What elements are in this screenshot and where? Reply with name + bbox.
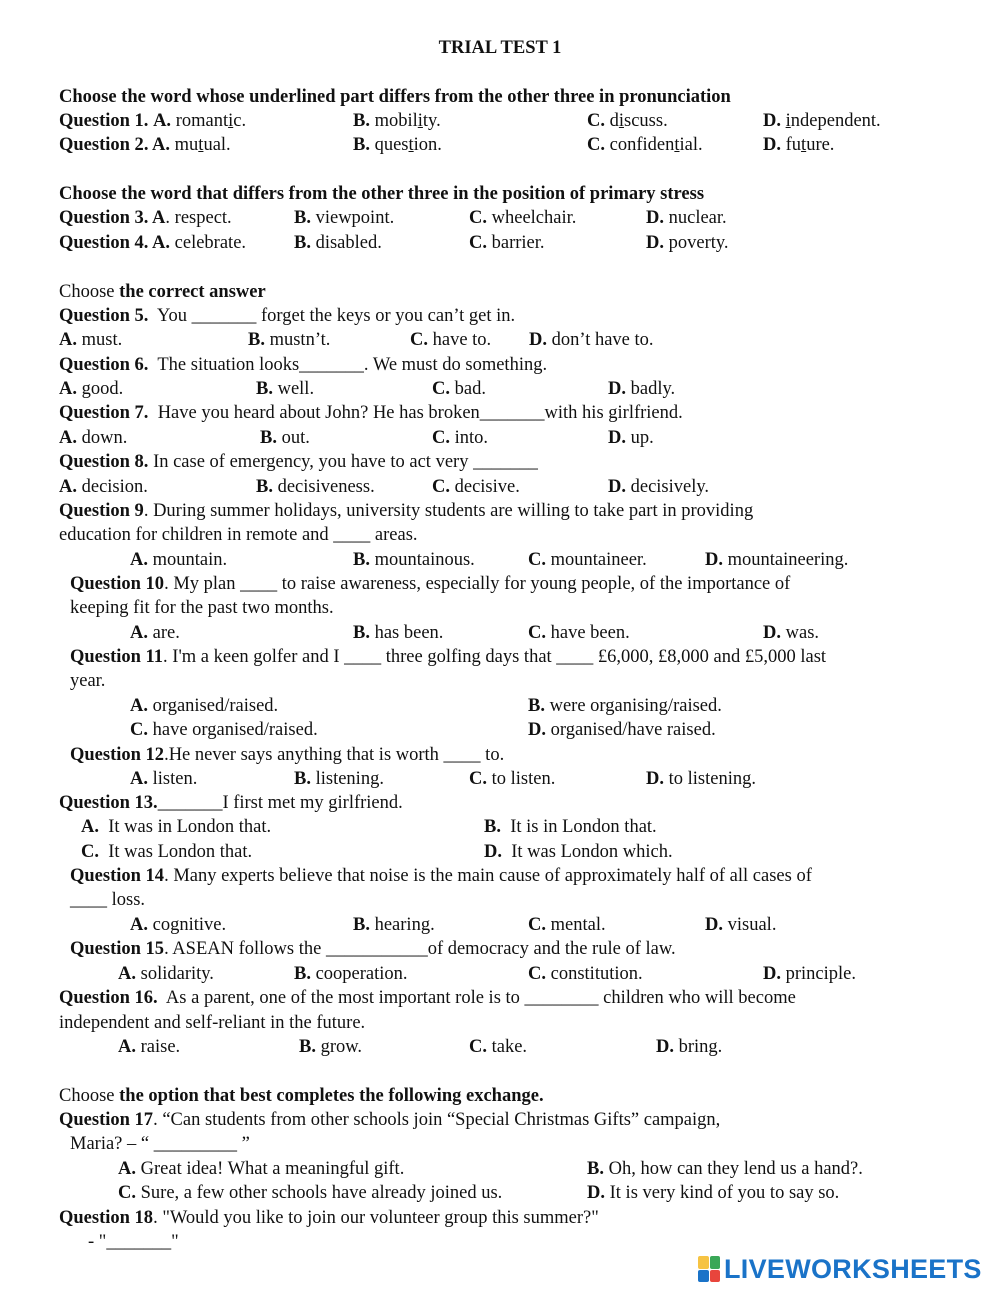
question-10-option-a[interactable]: A. are. — [130, 623, 180, 643]
question-2-option-b[interactable]: B. question. — [353, 135, 442, 155]
question-10-option-d[interactable]: D. was. — [763, 623, 820, 643]
question-12-option-a[interactable]: A. listen. — [130, 769, 198, 789]
question-4-option-d[interactable]: D. poverty. — [646, 233, 729, 253]
question-5-option-c[interactable]: C. have to. — [410, 330, 492, 350]
question-11-stem-cont: year. — [70, 671, 106, 691]
logo-square-4 — [710, 1270, 721, 1283]
question-1-option-d[interactable]: D. independent. — [763, 111, 881, 131]
question-13-option-a[interactable]: A. It was in London that. — [81, 817, 272, 837]
question-14-option-a[interactable]: A. cognitive. — [130, 915, 227, 935]
question-6-option-c[interactable]: C. bad. — [432, 379, 486, 399]
question-3-option-d[interactable]: D. nuclear. — [646, 208, 727, 228]
question-17-stem-cont: Maria? – “ _________ ” — [70, 1134, 250, 1154]
section-heading-stress: Choose the word that differs from the other three in the position of primary stress — [59, 184, 705, 204]
question-9-option-a[interactable]: A. mountain. — [130, 550, 228, 570]
question-13-option-c[interactable]: C. It was London that. — [81, 842, 253, 862]
question-5-option-a[interactable]: A. must. — [59, 330, 123, 350]
question-14-option-b[interactable]: B. hearing. — [353, 915, 435, 935]
question-6-stem: Question 6. The situation looks_______. We must do something. — [59, 355, 548, 375]
question-16-option-c[interactable]: C. take. — [469, 1037, 528, 1057]
question-10-stem-cont: keeping fit for the past two months. — [70, 598, 334, 618]
question-8-option-b[interactable]: B. decisiveness. — [256, 477, 375, 497]
question-1-label: Question 1. A. romantic. — [59, 111, 247, 131]
question-12-option-b[interactable]: B. listening. — [294, 769, 384, 789]
question-11-option-d[interactable]: D. organised/have raised. — [528, 720, 716, 740]
question-3-label: Question 3. A. respect. — [59, 208, 232, 228]
question-16-stem-cont: independent and self-reliant in the future. — [59, 1013, 366, 1033]
section-heading-exchange: Choose the option that best completes the following exchange. — [59, 1086, 544, 1106]
question-8-option-d[interactable]: D. decisively. — [608, 477, 710, 497]
question-17-option-a[interactable]: A. Great idea! What a meaningful gift. — [118, 1159, 405, 1179]
question-14-option-d[interactable]: D. visual. — [705, 915, 777, 935]
question-5-stem: Question 5. You _______ forget the keys or you can’t get in. — [59, 306, 516, 326]
question-15-stem: Question 15. ASEAN follows the ___________of democracy and the rule of law. — [70, 939, 676, 959]
logo-square-3 — [698, 1270, 709, 1283]
question-16-option-a[interactable]: A. raise. — [118, 1037, 181, 1057]
question-2-option-c[interactable]: C. confidential. — [587, 135, 703, 155]
question-16-stem: Question 16. As a parent, one of the most important role is to ________ children who will become — [59, 988, 796, 1008]
question-13-option-b[interactable]: B. It is in London that. — [484, 817, 657, 837]
question-15-option-c[interactable]: C. constitution. — [528, 964, 643, 984]
question-8-option-a[interactable]: A. decision. — [59, 477, 148, 497]
question-11-option-b[interactable]: B. were organising/raised. — [528, 696, 722, 716]
question-15-option-a[interactable]: A. solidarity. — [118, 964, 214, 984]
question-14-stem-cont: ____ loss. — [70, 890, 146, 910]
logo-square-2 — [710, 1256, 721, 1269]
question-9-option-d[interactable]: D. mountaineering. — [705, 550, 849, 570]
question-9-option-c[interactable]: C. mountaineer. — [528, 550, 647, 570]
question-7-option-a[interactable]: A. down. — [59, 428, 128, 448]
liveworksheets-logo-text: LIVEWORKSHEETS — [724, 1253, 982, 1284]
question-8-option-c[interactable]: C. decisive. — [432, 477, 520, 497]
question-12-stem: Question 12.He never says anything that is worth ____ to. — [70, 745, 505, 765]
question-7-stem: Question 7. Have you heard about John? He has broken_______with his girlfriend. — [59, 403, 683, 423]
question-17-stem: Question 17. “Can students from other schools join “Special Christmas Gifts” campaign, — [59, 1110, 721, 1130]
question-9-stem-cont: education for children in remote and ____ areas. — [59, 525, 418, 545]
question-14-stem: Question 14. Many experts believe that noise is the main cause of approximately half of all cases of — [70, 866, 812, 886]
question-1-option-b[interactable]: B. mobility. — [353, 111, 441, 131]
question-17-option-d[interactable]: D. It is very kind of you to say so. — [587, 1183, 840, 1203]
question-16-option-d[interactable]: D. bring. — [656, 1037, 723, 1057]
question-11-option-a[interactable]: A. organised/raised. — [130, 696, 279, 716]
question-17-option-c[interactable]: C. Sure, a few other schools have already joined us. — [118, 1183, 503, 1203]
question-10-stem: Question 10. My plan ____ to raise awareness, especially for young people, of the importance of — [70, 574, 791, 594]
question-10-option-c[interactable]: C. have been. — [528, 623, 630, 643]
section-heading-correct-answer: Choose the correct answer — [59, 282, 266, 302]
question-14-option-c[interactable]: C. mental. — [528, 915, 606, 935]
liveworksheets-logo[interactable] — [698, 1252, 982, 1286]
liveworksheets-logo-icon — [698, 1256, 720, 1282]
question-11-option-c[interactable]: C. have organised/raised. — [130, 720, 318, 740]
question-10-option-b[interactable]: B. has been. — [353, 623, 444, 643]
question-4-option-c[interactable]: C. barrier. — [469, 233, 545, 253]
question-7-option-c[interactable]: C. into. — [432, 428, 489, 448]
question-15-option-b[interactable]: B. cooperation. — [294, 964, 408, 984]
question-15-option-d[interactable]: D. principle. — [763, 964, 857, 984]
section-heading-pronunciation: Choose the word whose underlined part differs from the other three in pronunciation — [59, 87, 731, 107]
question-12-option-d[interactable]: D. to listening. — [646, 769, 756, 789]
question-13-option-d[interactable]: D. It was London which. — [484, 842, 673, 862]
question-6-option-a[interactable]: A. good. — [59, 379, 124, 399]
question-6-option-d[interactable]: D. badly. — [608, 379, 676, 399]
question-3-option-b[interactable]: B. viewpoint. — [294, 208, 395, 228]
question-12-option-c[interactable]: C. to listen. — [469, 769, 556, 789]
question-11-stem: Question 11. I'm a keen golfer and I ____ three golfing days that ____ £6,000, £8,000 and £5,000 last — [70, 647, 827, 667]
logo-square-1 — [698, 1256, 709, 1269]
question-17-option-b[interactable]: B. Oh, how can they lend us a hand?. — [587, 1159, 863, 1179]
question-1-option-c[interactable]: C. discuss. — [587, 111, 668, 131]
question-8-stem: Question 8. In case of emergency, you have to act very _______ — [59, 452, 538, 472]
question-7-option-d[interactable]: D. up. — [608, 428, 654, 448]
question-6-option-b[interactable]: B. well. — [256, 379, 315, 399]
question-7-option-b[interactable]: B. out. — [260, 428, 310, 448]
question-16-option-b[interactable]: B. grow. — [299, 1037, 363, 1057]
page-title: TRIAL TEST 1 — [438, 38, 562, 58]
question-18-answer-blank[interactable]: - "_______" — [88, 1232, 179, 1252]
question-2-label: Question 2. A. mutual. — [59, 135, 231, 155]
question-4-option-b[interactable]: B. disabled. — [294, 233, 382, 253]
question-18-stem: Question 18. "Would you like to join our volunteer group this summer?" — [59, 1208, 599, 1228]
question-5-option-b[interactable]: B. mustn’t. — [248, 330, 331, 350]
question-3-option-c[interactable]: C. wheelchair. — [469, 208, 577, 228]
question-2-option-d[interactable]: D. future. — [763, 135, 835, 155]
question-5-option-d[interactable]: D. don’t have to. — [529, 330, 654, 350]
question-9-stem: Question 9. During summer holidays, university students are willing to take part in providing — [59, 501, 754, 521]
question-4-label: Question 4. A. celebrate. — [59, 233, 247, 253]
question-9-option-b[interactable]: B. mountainous. — [353, 550, 475, 570]
question-13-stem: Question 13._______I first met my girlfriend. — [59, 793, 403, 813]
